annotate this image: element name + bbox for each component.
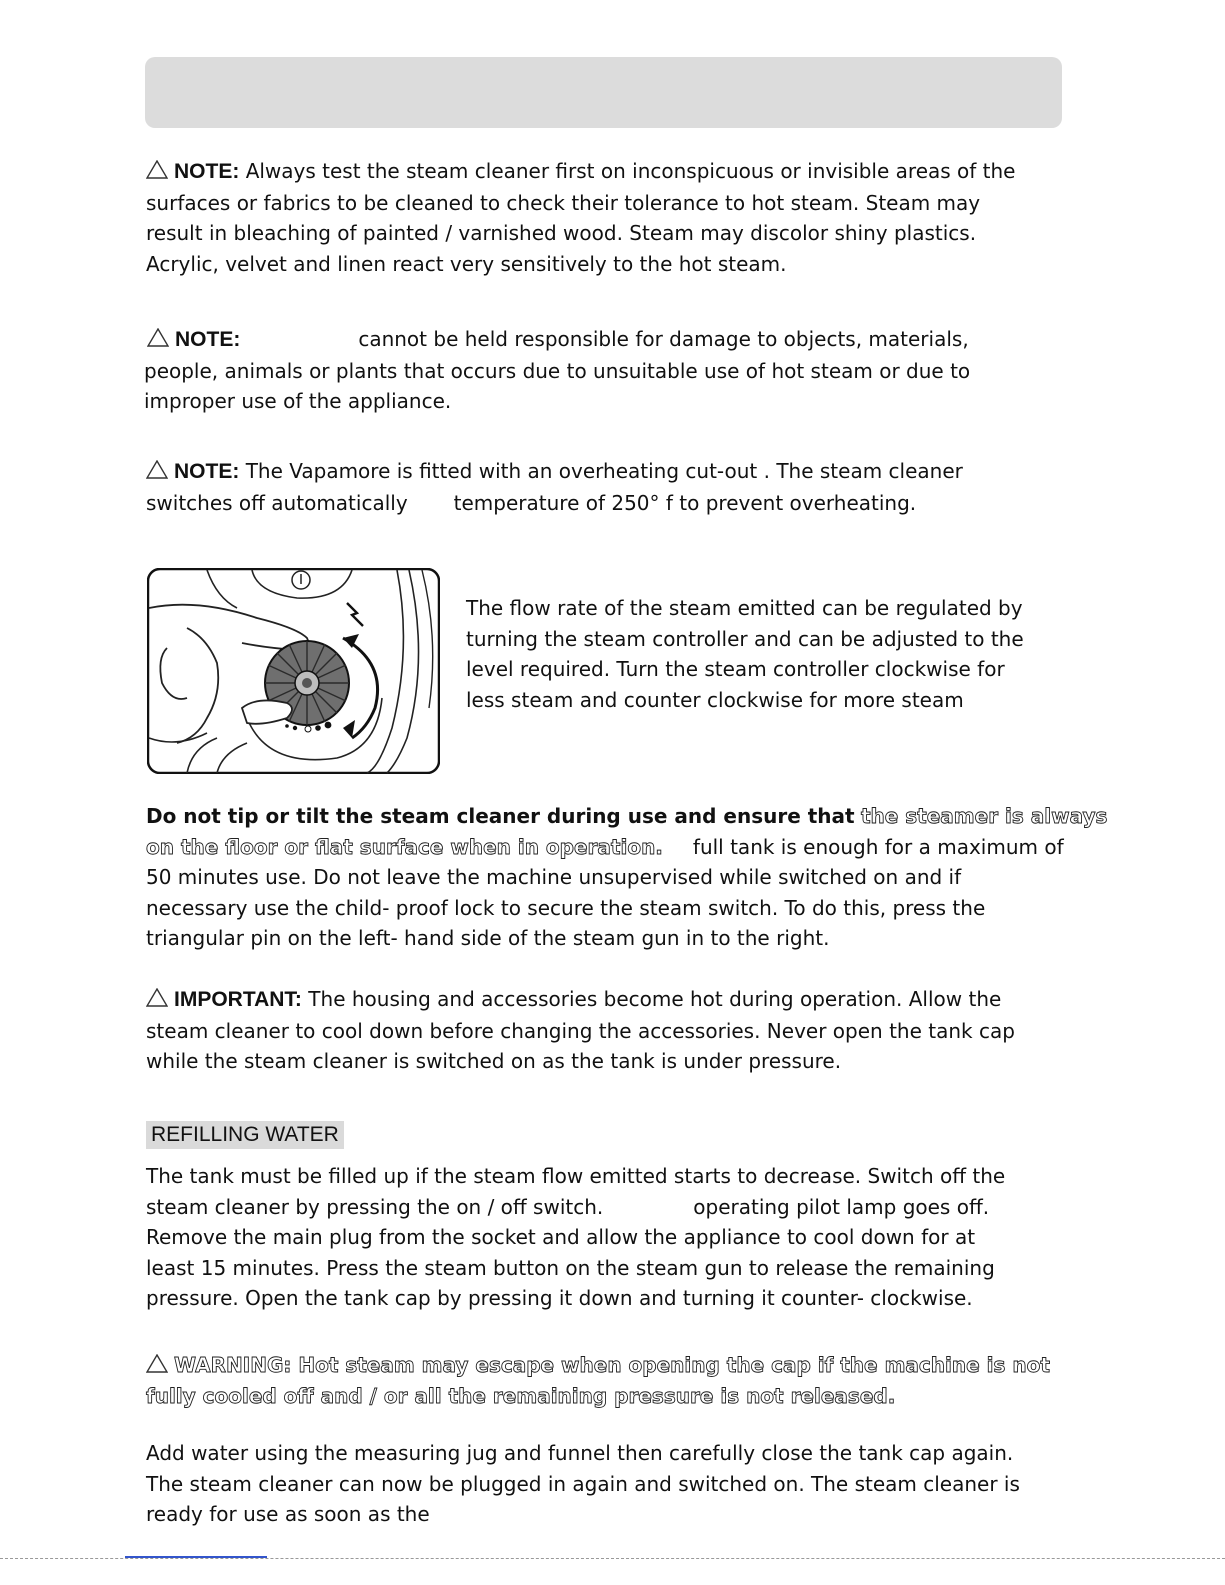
warning-line-1: WARNING: Hot steam may escape when opening the cap if the machine is not: [174, 1353, 1050, 1377]
note-3: [146, 456, 963, 518]
note-3-line-2b: temperature of 250° f to prevent overheating.: [453, 490, 917, 515]
note-3-line-2a: switches off automatically: [146, 490, 408, 515]
warning-triangle-icon: [146, 160, 168, 179]
tilt-line-2: full tank is enough for a maximum of: [692, 834, 1064, 859]
tilt-line-3: 50 minutes use. Do not leave the machine unsupervised while switched on and if: [146, 865, 962, 889]
warning-triangle-icon: [146, 988, 168, 1007]
note-1-line-3: result in bleaching of painted / varnished wood. Steam may discolor shiny plastics.: [146, 221, 977, 245]
tilt-line-5: triangular pin on the left- hand side of the steam gun in to the right.: [146, 926, 830, 950]
note-1-line-4: Acrylic, velvet and linen react very sensitively to the hot steam.: [146, 251, 787, 276]
page-bottom-link-underline: [125, 1556, 267, 1558]
refilling-line-5: pressure. Open the tank cap by pressing it down and turning it counter- clockwise.: [146, 1286, 973, 1310]
warning-paragraph: [146, 1350, 1050, 1411]
note-label: NOTE:: [174, 460, 240, 483]
tilt-paragraph: [146, 801, 1107, 954]
note-2-line-1: cannot be held responsible for damage to objects, materials,: [358, 327, 969, 351]
tilt-outline-2: on the floor or flat surface when in operation.: [146, 834, 663, 859]
refilling-line-2b: operating pilot lamp goes off.: [693, 1194, 990, 1219]
warning-line-2: fully cooled off and / or all the remaining pressure is not released.: [146, 1383, 896, 1408]
important-line-2: steam cleaner to cool down before changing the accessories. Never open the tank cap: [146, 1018, 1015, 1043]
flow-line-3: level required. Turn the steam controller clockwise for: [466, 657, 1005, 681]
tilt-line-4: necessary use the child- proof lock to secure the steam switch. To do this, press the: [146, 895, 986, 920]
important-line-1: The housing and accessories become hot during operation. Allow the: [308, 987, 1002, 1011]
note-label: NOTE:: [175, 328, 241, 351]
important-paragraph: [146, 984, 1015, 1077]
steam-controller-dial-illustration: [147, 568, 440, 774]
note-1-line-2: surfaces or fabrics to be cleaned to check their tolerance to hot steam. Steam may: [146, 190, 981, 215]
page-bottom-rule: [0, 1558, 1225, 1559]
header-bar: [145, 57, 1062, 128]
note-2-line-3: improper use of the appliance.: [144, 389, 452, 413]
flow-description: [466, 593, 1024, 715]
note-1-line-1: Always test the steam cleaner first on inconspicuous or invisible areas of the: [245, 159, 1016, 183]
note-2: [144, 324, 970, 417]
refilling-paragraph: [146, 1161, 1005, 1314]
flow-line-2: turning the steam controller and can be adjusted to the: [466, 626, 1024, 651]
refilling-line-3: Remove the main plug from the socket and allow the appliance to cool down for at: [146, 1225, 976, 1249]
refilling-line-2a: steam cleaner by pressing the on / off switch.: [146, 1194, 604, 1219]
warning-triangle-icon: [147, 328, 169, 347]
flow-line-1: The flow rate of the steam emitted can be regulated by: [466, 596, 1023, 620]
warning-triangle-icon: [146, 460, 168, 479]
tilt-warning-bold: Do not tip or tilt the steam cleaner during use and ensure that: [146, 804, 855, 828]
note-3-line-1: The Vapamore is fitted with an overheating cut-out . The steam cleaner: [245, 459, 963, 483]
tilt-outline-1: the steamer is always: [860, 804, 1108, 828]
add-water-line-3: ready for use as soon as the: [146, 1502, 430, 1526]
add-water-line-1: Add water using the measuring jug and funnel then carefully close the tank cap again.: [146, 1441, 1014, 1465]
warning-triangle-icon: [146, 1354, 168, 1373]
note-1: [146, 156, 1015, 279]
add-water-paragraph: [146, 1438, 1020, 1530]
add-water-line-2: The steam cleaner can now be plugged in again and switched on. The steam cleaner is: [146, 1471, 1020, 1496]
important-line-3: while the steam cleaner is switched on as the tank is under pressure.: [146, 1049, 842, 1073]
refilling-line-1: The tank must be filled up if the steam flow emitted starts to decrease. Switch off the: [146, 1164, 1006, 1188]
flow-line-4: less steam and counter clockwise for more steam: [466, 687, 964, 712]
refilling-line-4: least 15 minutes. Press the steam button on the steam gun to release the remaining: [146, 1255, 995, 1280]
note-label: NOTE:: [174, 160, 240, 183]
note-2-line-2: people, animals or plants that occurs due to unsuitable use of hot steam or due to: [144, 358, 971, 383]
refilling-water-heading: REFILLING WATER: [146, 1121, 344, 1149]
important-label: IMPORTANT:: [174, 988, 302, 1011]
